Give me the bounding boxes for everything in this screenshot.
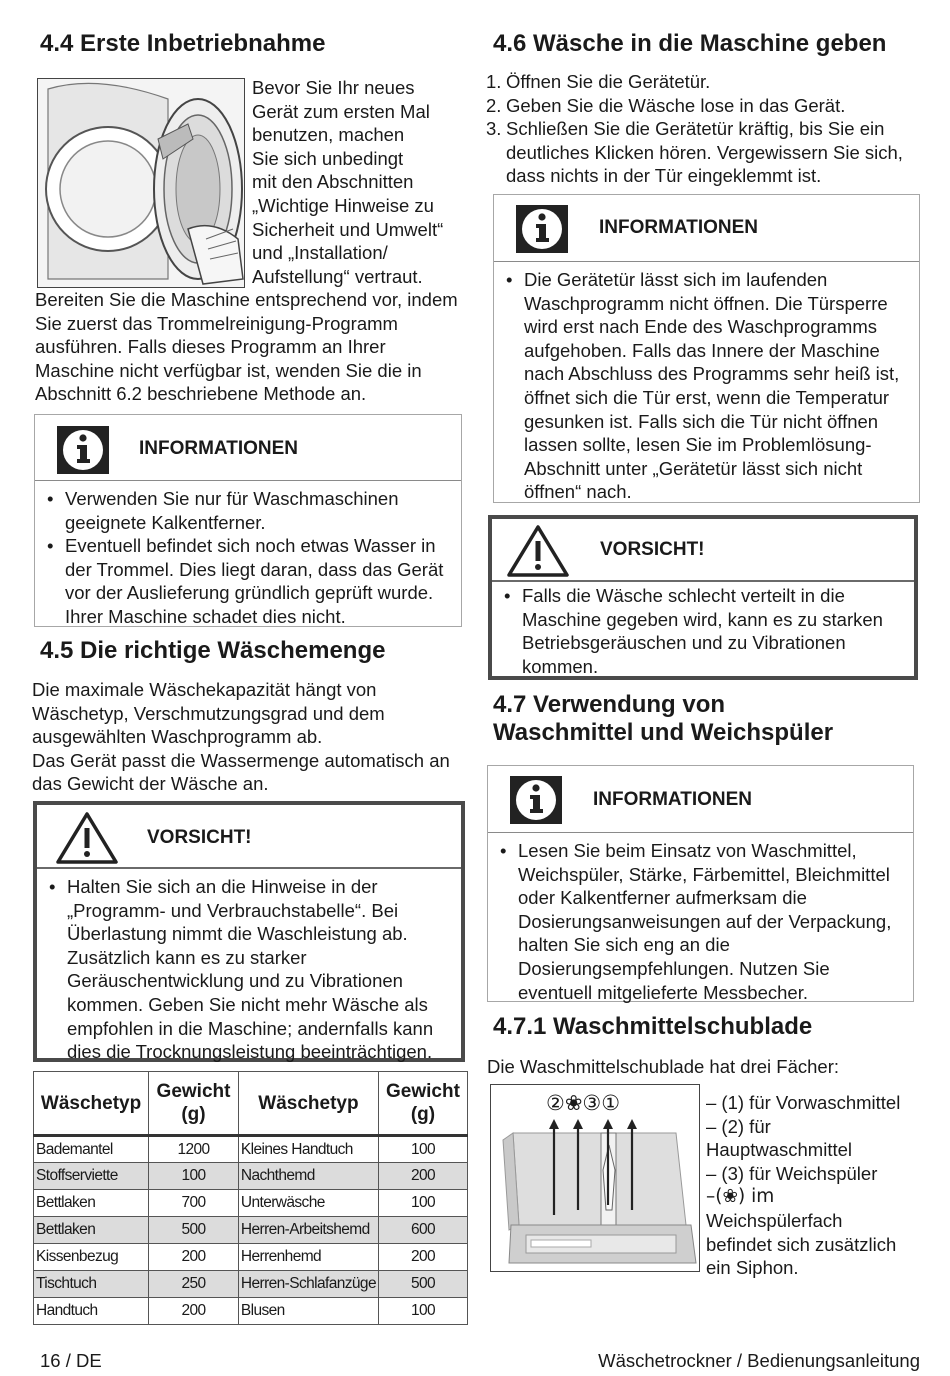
paragraph-4-4: Bereiten Sie die Maschine entsprechend vor, indem Sie zuerst das Trommelreinigung-Programm ausführen. Falls dieses Programm an Ihrer Maschine nicht verfügbar ist, wenden Sie die in Abschnitt 6.2 beschriebene Methode an.: [35, 289, 458, 405]
warning-title: VORSICHT!: [147, 827, 252, 848]
warning-title: VORSICHT!: [600, 539, 705, 560]
cell: Unterwäsche: [238, 1190, 378, 1217]
section-heading-4-7-1: 4.7.1 Waschmittelschublade: [493, 1013, 813, 1040]
info-box-4-7: [487, 765, 914, 1002]
table-row: [34, 1163, 468, 1190]
cell: Nachthemd: [238, 1163, 378, 1190]
list-item: • Lesen Sie beim Einsatz von Waschmittel, Weichspüler, Stärke, Färbemittel, Bleichmittel oder Kalkentferner aufmerksam die Dosierungsanweisungen auf der Verpackung, halten Sie sich eng an die Dosierungsempfehlungen. Nutzen Sie eventuell mitgelieferte Messbecher.: [498, 839, 907, 1004]
table-row: [34, 1136, 468, 1163]
list-item: • Verwenden Sie nur für Waschmaschinen geeignete Kalkentferner.: [45, 487, 455, 534]
header-laundry-type: Wäschetyp: [34, 1072, 149, 1136]
cell: Blusen: [238, 1298, 378, 1325]
cell: 600: [378, 1217, 467, 1244]
list-item: 2. Geben Sie die Wäsche lose in das Gerät.: [486, 94, 846, 116]
cell: Bademantel: [34, 1136, 149, 1163]
cell: 200: [378, 1244, 467, 1271]
cell: 100: [378, 1136, 467, 1163]
cell: 200: [378, 1163, 467, 1190]
cell: Kissenbezug: [34, 1244, 149, 1271]
cell: Herrenhemd: [238, 1244, 378, 1271]
cell: Herren-Arbeitshemd: [238, 1217, 378, 1244]
table-row: [34, 1244, 468, 1271]
paragraph-4-5: Die maximale Wäschekapazität hängt von Wäschetyp, Verschmutzungsgrad und dem ausgewählten Waschprogramm ab. Das Gerät passt die Wassermenge automatisch an das Gewicht der Wäsche an.: [32, 679, 450, 795]
drawer-legend: – (1) für Vorwaschmittel – (2) für Hauptwaschmittel – (3) für Weichspüler –(❀) im Weichspülerfach befindet sich zusätzlich ein Siphon.: [706, 1092, 901, 1279]
cell: 200: [149, 1298, 239, 1325]
list-item: • Die Gerätetür lässt sich im laufenden Waschprogramm nicht öffnen. Die Türsperre wird erst nach Ende des Waschprogramms aufgehoben. Falls das Innere der Maschine nach Abschluss des Programms sehr heiß ist, öffnet sich die Tür erst, wenn die Temperatur gesunken ist. Falls sich die Tür nicht öffnen lassen sollte, lesen Sie im Problemlösung-Abschnitt unter „Gerätetür lässt sich nicht öffnen“ nach.: [504, 268, 913, 504]
cell: Bettlaken: [34, 1190, 149, 1217]
cell: 500: [378, 1271, 467, 1298]
cell: 700: [149, 1190, 239, 1217]
table-row: [34, 1217, 468, 1244]
drawer-compartment-labels: ②❀③①: [546, 1091, 621, 1115]
intro-text-4-4: Bevor Sie Ihr neues Gerät zum ersten Mal benutzen, machen Sie sich unbedingt mit den Abschnitten „Wichtige Hinweise zu Sicherheit und Umwelt“ und „Installation/ Aufstellung“ vertraut.: [252, 77, 444, 287]
section-heading-4-4: 4.4 Erste Inbetriebnahme: [40, 30, 326, 57]
cell: 100: [378, 1190, 467, 1217]
page-number: 16 / DE: [40, 1350, 102, 1371]
cell: Stoffserviette: [34, 1163, 149, 1190]
detergent-drawer-illustration: [490, 1084, 700, 1272]
header-weight: Gewicht (g): [149, 1072, 239, 1136]
machine-door-illustration: [37, 78, 245, 288]
info-icon: [516, 205, 568, 253]
list-item: 3. Schließen Sie die Gerätetür kräftig, bis Sie ein deutliches Klicken hören. Vergewissern Sie sich, dass nichts in der Tür eingeklemmt ist.: [486, 118, 903, 187]
warning-icon: [506, 524, 570, 578]
section-heading-4-7: 4.7 Verwendung von Waschmittel und Weichspüler: [493, 691, 834, 746]
info-title: INFORMATIONEN: [139, 438, 299, 459]
section-heading-4-5: 4.5 Die richtige Wäschemenge: [40, 637, 386, 664]
cell: 500: [149, 1217, 239, 1244]
table-row: [34, 1298, 468, 1325]
warning-icon: [55, 811, 119, 865]
cell: Tischtuch: [34, 1271, 149, 1298]
steps-list: [486, 70, 920, 188]
list-item: • Eventuell befindet sich noch etwas Wasser in der Trommel. Dies liegt daran, dass das Gerät vor der Auslieferung gründlich geprüft wurde. Ihrer Maschine schadet dies nicht.: [45, 534, 455, 628]
info-box-4-6: [493, 194, 920, 503]
info-title: INFORMATIONEN: [593, 789, 753, 810]
table-row: [34, 1271, 468, 1298]
info-icon: [57, 426, 109, 474]
cell: 100: [378, 1298, 467, 1325]
cell: 250: [149, 1271, 239, 1298]
cell: 1200: [149, 1136, 239, 1163]
info-box-4-4: [34, 414, 462, 627]
info-title: INFORMATIONEN: [599, 217, 759, 238]
cell: Herren-Schlafanzüge: [238, 1271, 378, 1298]
list-item: • Halten Sie sich an die Hinweise in der „Programm- und Verbrauchstabelle“. Bei Überlastung nimmt die Waschleistung ab. Zusätzlich kann es zu starker Geräuschentwicklung und zu Vibrationen kommen. Geben Sie nicht mehr Wäsche als empfohlen in die Maschine; andernfalls kann dies die Trocknungsleistung beeinträchtigen.: [47, 875, 455, 1064]
cell: Kleines Handtuch: [238, 1136, 378, 1163]
section-heading-4-6: 4.6 Wäsche in die Maschine geben: [493, 30, 887, 57]
list-item: • Falls die Wäsche schlecht verteilt in die Maschine gegeben wird, kann es zu starken Betriebsgeräuschen und zu Vibrationen kommen.: [502, 584, 908, 678]
cell: 100: [149, 1163, 239, 1190]
header-laundry-type: Wäschetyp: [238, 1072, 378, 1136]
info-icon: [510, 776, 562, 824]
cell: 200: [149, 1244, 239, 1271]
table-row: [34, 1190, 468, 1217]
warning-box-4-6: [488, 515, 918, 680]
laundry-weight-table: [33, 1071, 468, 1325]
intro-4-7-1: Die Waschmittelschublade hat drei Fächer:: [487, 1056, 839, 1077]
cell: Handtuch: [34, 1298, 149, 1325]
header-weight: Gewicht (g): [378, 1072, 467, 1136]
list-item: 1. Öffnen Sie die Gerätetür.: [486, 71, 711, 92]
warning-box-4-5: [33, 801, 465, 1062]
cell: Bettlaken: [34, 1217, 149, 1244]
document-title: Wäschetrockner / Bedienungsanleitung: [598, 1350, 920, 1371]
